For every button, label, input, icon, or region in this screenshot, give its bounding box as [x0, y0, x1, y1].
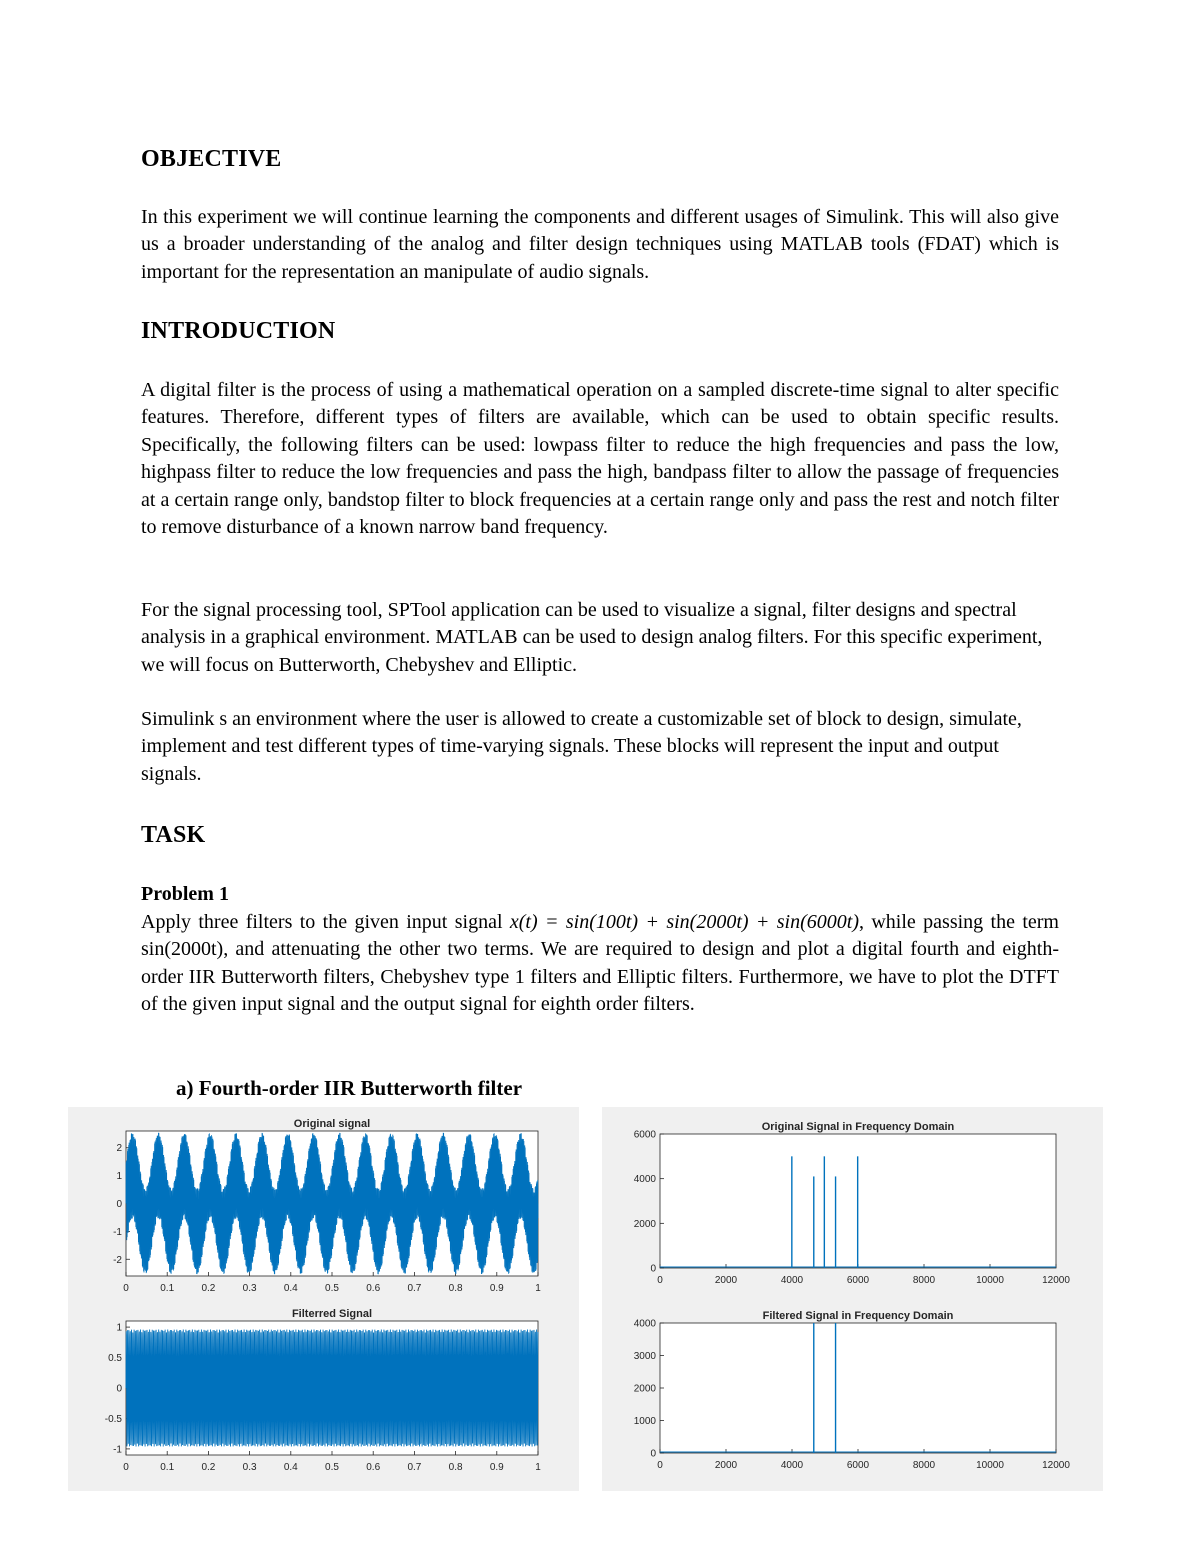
x-tick-label: 12000	[1042, 1460, 1070, 1471]
problem-text-b: , while passing the term sin(2000t), and attenuating the other two terms. We are required to design and plot a digital fourth and eighth-order IIR Butterworth filters, Chebyshev type 1 filters and Elliptic filters. Furthermore, we have to plot the DTFT of the given input signal and the output signal for eighth order filters.	[141, 911, 1059, 1016]
x-tick-label: 1	[535, 1462, 541, 1473]
y-tick-label: 2	[116, 1143, 122, 1155]
chart-2	[634, 1121, 1071, 1286]
y-tick-label: 2000	[633, 1383, 656, 1395]
x-tick-label: 10000	[976, 1275, 1004, 1286]
problem-formula: x(t) = sin(100t) + sin(2000t) + sin(6000t)	[509, 911, 859, 933]
x-tick-label: 0.8	[448, 1283, 463, 1294]
chart-title: Filterred Signal	[291, 1308, 373, 1320]
y-tick-label: 4000	[633, 1318, 656, 1330]
x-tick-label: 4000	[780, 1460, 804, 1471]
y-tick-label: 3000	[633, 1351, 656, 1362]
x-tick-label: 0.7	[407, 1462, 422, 1473]
y-tick-label: 0.5	[108, 1353, 122, 1365]
x-tick-label: 0.5	[325, 1283, 339, 1294]
introduction-paragraph-3: Simulink s an environment where the user is allowed to create a customizable set of block to design, simulate, implement and test different types of time-varying signals. These blocks will represent the input and output signals.	[141, 708, 1022, 785]
chart-0	[113, 1118, 541, 1294]
x-tick-label: 0.7	[407, 1283, 422, 1294]
x-tick-label: 0.3	[242, 1462, 257, 1473]
x-tick-label: 4000	[780, 1275, 804, 1286]
x-tick-label: 0.4	[283, 1462, 298, 1473]
problem-paragraph	[141, 909, 1059, 1019]
x-tick-label: 0.6	[366, 1462, 381, 1473]
x-tick-label: 0.9	[489, 1283, 504, 1294]
introduction-paragraph-2: For the signal processing tool, SPTool application can be used to visualize a signal, filter designs and spectral analysis in a graphical environment. MATLAB can be used to design analog filters. For this specific experiment, we will focus on Butterworth, Chebyshev and Elliptic.	[141, 599, 1043, 676]
chart-3	[634, 1310, 1071, 1471]
chart-1	[105, 1308, 541, 1473]
y-tick-label: 1	[116, 1171, 122, 1183]
x-tick-label: 8000	[912, 1460, 936, 1471]
x-tick-label: 10000	[976, 1460, 1004, 1471]
x-tick-label: 2000	[714, 1275, 738, 1286]
y-tick-label: -2	[113, 1254, 122, 1266]
y-tick-label: 0	[116, 1383, 122, 1395]
frequency-domain-plots	[602, 1107, 1103, 1491]
figure-caption: a) Fourth-order IIR Butterworth filter	[176, 1076, 523, 1100]
chart-title: Original signal	[293, 1118, 371, 1130]
chart-title: Filtered Signal in Frequency Domain	[762, 1310, 954, 1322]
time-domain-plots	[68, 1107, 579, 1491]
problem-text-a: Apply three filters to the given input signal	[141, 911, 510, 933]
y-tick-label: 0	[650, 1263, 656, 1275]
y-tick-label: 1000	[633, 1416, 656, 1427]
y-tick-label: 6000	[633, 1129, 656, 1141]
x-tick-label: 6000	[846, 1460, 870, 1471]
y-tick-label: 0	[650, 1448, 656, 1460]
x-tick-label: 6000	[846, 1275, 870, 1286]
time-domain-figure	[68, 1107, 579, 1491]
x-tick-label: 0.5	[325, 1462, 339, 1473]
problem-title: Problem 1	[141, 883, 229, 905]
y-tick-label: -1	[113, 1444, 122, 1456]
plot-area	[660, 1323, 1056, 1453]
y-tick-label: -0.5	[104, 1413, 122, 1425]
x-tick-label: 0.6	[366, 1283, 381, 1294]
x-tick-label: 0.1	[160, 1462, 175, 1473]
y-tick-label: 4000	[633, 1174, 656, 1186]
x-tick-label: 2000	[714, 1460, 738, 1471]
x-tick-label: 0	[657, 1460, 663, 1471]
y-tick-label: 0	[116, 1199, 122, 1210]
introduction-paragraph-1: A digital filter is the process of using a mathematical operation on a sampled discrete-time signal to alter specific features. Therefore, different types of filters are available, which can be used to obtain specific results. Specifically, the following filters can be used: lowpass filter to reduce the high frequencies and pass the low, highpass filter to reduce the low frequencies and pass the high, bandpass filter to allow the passage of frequencies at a certain range only, bandstop filter to block frequencies at a certain range only and pass the rest and notch filter to remove disturbance of a known narrow band frequency.	[141, 379, 1059, 539]
x-tick-label: 1	[535, 1283, 541, 1294]
y-tick-label: 1	[116, 1322, 122, 1334]
x-tick-label: 0.9	[489, 1462, 504, 1473]
x-tick-label: 0.1	[160, 1283, 175, 1294]
introduction-heading: INTRODUCTION	[141, 318, 336, 344]
frequency-domain-figure	[602, 1107, 1103, 1491]
objective-paragraph: In this experiment we will continue learning the components and different usages of Simulink. This will also give us a broader understanding of the analog and filter design techniques using MATLAB tools (FDAT) which is important for the representation an manipulate of audio signals.	[141, 206, 1059, 283]
x-tick-label: 0	[123, 1283, 129, 1294]
task-heading: TASK	[141, 822, 206, 848]
x-tick-label: 0.2	[201, 1283, 216, 1294]
chart-title: Original Signal in Frequency Domain	[761, 1121, 955, 1133]
x-tick-label: 0.3	[242, 1283, 257, 1294]
y-tick-label: 2000	[633, 1218, 656, 1230]
x-tick-label: 12000	[1042, 1275, 1070, 1286]
x-tick-label: 8000	[912, 1275, 936, 1286]
x-tick-label: 0.2	[201, 1462, 216, 1473]
x-tick-label: 0	[657, 1275, 663, 1286]
x-tick-label: 0	[123, 1462, 129, 1473]
x-tick-label: 0.4	[283, 1283, 298, 1294]
y-tick-label: -1	[113, 1226, 122, 1238]
objective-heading: OBJECTIVE	[141, 146, 282, 172]
x-tick-label: 0.8	[448, 1462, 463, 1473]
